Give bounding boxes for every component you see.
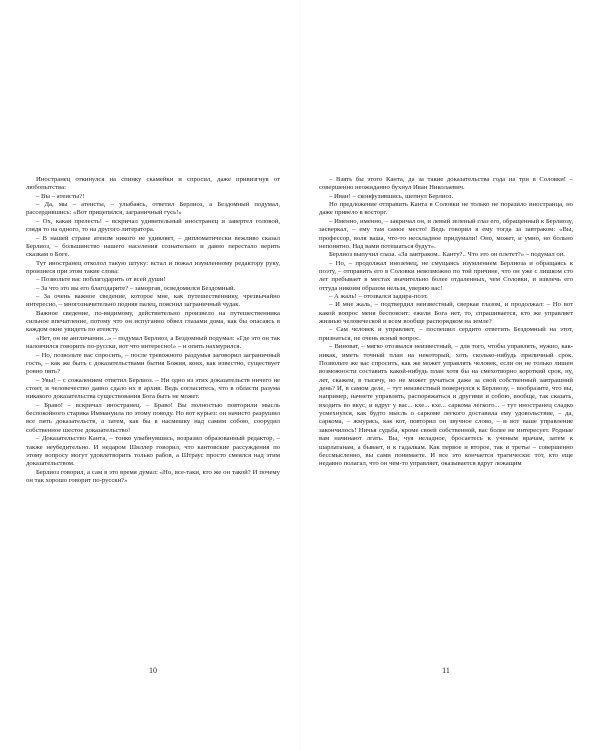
paragraph: – Доказательство Канта, – тонко улыбнувшись, возразил образованный редактор, – также неубедительно. И недаром Шиллер говорил, что кантовские рассуждения по этому вопросу могут удовлетворить только рабов, а Штраус просто смеялся над этим доказательством. bbox=[26, 435, 280, 468]
paragraph: – Ох, какая прелесть! – вскричал удивительный иностранец и завертел головой, глядя то на одного, то на другого литератора. bbox=[26, 217, 280, 234]
paragraph: – Вы – атеисты?! bbox=[36, 192, 85, 200]
paragraph: – Браво! – вскричал иностранец. – Браво! Вы полностью повторили мысль беспокойного старика Иммануила по этому поводу. Но вот курьез: он начисто разрушил все пять доказательств, а затем, как бы в насмешку над самим собою, соорудил собственное шестое доказательство! bbox=[26, 401, 280, 434]
paragraph: «Нет, он не англичанин...» – подумал Берлиоз, а Бездомный подумал: «Где это он так наловчился говорить по-русски, вот что интересно!» – и опять нахмурился. bbox=[26, 334, 280, 351]
paragraph: – Сам человек и управляет, – поспешил сердито ответить Бездомный на этот, признаться, не очень ясный вопрос. bbox=[319, 326, 573, 342]
paragraph: – Да, мы – атеисты, – улыбаясь, ответил Берлиоз, а Бездомный подумал, рассердившись: «Вот прицепился, заграничный гусь!» bbox=[26, 201, 280, 217]
paragraph: Важное сведение, по-видимому, действительно произвело на путешественника сильное впечатление, потому что он испуганно обвел глазами дома, как бы опасаясь в каждом окне увидеть по атеисту. bbox=[26, 309, 280, 334]
paragraph: – За что это вы его благодарите? – заморгав, осведомился Бездомный. bbox=[36, 284, 236, 292]
paragraph: – Иван! – сконфузившись, шепнул Берлиоз. bbox=[329, 192, 454, 200]
book-gutter bbox=[299, 0, 301, 750]
paragraph: – Именно, именно, – закричал он, и левый зеленый глаз его, обращенный к Берлиозу, засверкал, – ему там самое место! Ведь говорил я ему тогда за завтраком: «Вы, профессор, воля ваша, что-то нескладное придумали! Оно, может, и умно, но больно непонятно. Над вами потешаться будут». bbox=[319, 217, 573, 250]
right-page-text bbox=[319, 176, 573, 646]
paragraph: – В нашей стране атеизм никого не удивляет, – дипломатически вежливо сказал Берлиоз, – большинство нашего населения сознательно и давно перестало верить сказкам о Боге. bbox=[26, 234, 280, 259]
paragraph: – Виноват, – мягко отозвался неизвестный, – для того, чтобы управлять, нужно, как-никак, иметь точный план на некоторый, хоть сколько-нибудь приличный срок. Позвольте же вас спросить, как же может управлять человек, если он не только лишен возможности составить какой-нибудь план хотя бы на смехотворно короткий срок, ну, лет, скажем, в тысячу, но не может ручаться даже за свой собственный завтрашний день? И, в самом деле, – тут неизвестный повернулся к Берлиозу, – вообразите, что вы, например, начнете управлять, распоряжаться и другими и собою, вообще, так сказать, входить во вкус, и вдруг у вас... кхе... кхе... саркома легкого... – тут иностранец сладко усмехнулся, как будто мысль о саркоме легкого доставила ему удовольствие, – да, саркома, – жмурясь, как кот, повторил он звучное слово, – и вот ваше управление закончилось! Ничья судьба, кроме своей собственной, вас более не интересует. Родные вам начинают лгать. Вы, чуя неладное, бросаетесь к ученым врачам, затем к шарлатанам, а бывает, и к гадалкам. Как первое и второе, так и третье – совершенно бессмысленно, вы сами понимаете. И все это кончается трагически: тот, кто еще недавно полагал, что он чем-то управляет, оказывается вдруг лежащим bbox=[319, 343, 573, 468]
paragraph: Берлиоз выпучил глаза. «За завтраком.. Канту?.. Что это он плетет?» – подумал он. bbox=[329, 251, 565, 259]
paragraph: Но предложение отправить Канта в Соловки не только не поразило иностранца, но даже привело в восторг. bbox=[319, 201, 573, 217]
paragraph: Берлиоз говорил, а сам в это время думал: «Но, все-таки, кто же он такой? И почему он так хорошо говорит по-русски?» bbox=[26, 468, 280, 484]
paragraph: – Взять бы этого Канта, да за такие доказательства года на три в Соловки! – совершенно неожиданно бухнул Иван Николаевич. bbox=[319, 176, 573, 192]
paragraph: – Позвольте вас поблагодарить от всей души! bbox=[36, 276, 166, 284]
page-number-left: 10 bbox=[149, 666, 157, 675]
paragraph: Иностранец откинулся на спинку скамейки и спросил, даже привизгнув от любопытства: bbox=[26, 176, 280, 192]
page-number-right: 11 bbox=[442, 666, 450, 675]
paragraph: – За очень важное сведение, которое мне, как путешественнику, чрезвычайно интересно, – многозначительно подняв палец, пояснил заграничный чудак. bbox=[26, 293, 280, 309]
paragraph: – Но, – продолжал иноземец, не смущаясь изумлением Берлиоза и обращаясь к поэту, – отправить его в Соловки невозможно по той причине, что он уже с лишком сто лет пребывает в местах значительно более отдаленных, чем Соловки, и извлечь его оттуда никоим образом нельзя, уверяю вас! bbox=[319, 259, 573, 292]
paragraph: – Но, позвольте вас спросить, – после тревожного раздумья заговорил заграничный гость, – как же быть с доказательствами бытия Божия, коих, как известно, существует ровно пять? bbox=[26, 351, 280, 376]
left-page-text bbox=[26, 176, 280, 646]
paragraph: – А жаль! – отозвался задира-поэт. bbox=[329, 293, 428, 301]
paragraph: – Увы! – с сожалением ответил Берлиоз. – Ни одно из этих доказательств ничего не стоит, и человечество давно сдало их в архив. Ведь согласитесь, что в области разума никакого доказательства существования Бога быть не может. bbox=[26, 376, 280, 401]
paragraph: – И мне жаль, – подтвердил неизвестный, сверкая глазом, и продолжал: – Но вот какой вопрос меня беспокоит: ежели Бога нет, то, спрашивается, кто же управляет жизнью человеческой и всем вообще распорядком на земле? bbox=[319, 301, 573, 326]
paragraph: Тут иностранец отколол такую штуку: встал и пожал изумленному редактору руку, произнеся при этом такие слова: bbox=[26, 259, 280, 275]
